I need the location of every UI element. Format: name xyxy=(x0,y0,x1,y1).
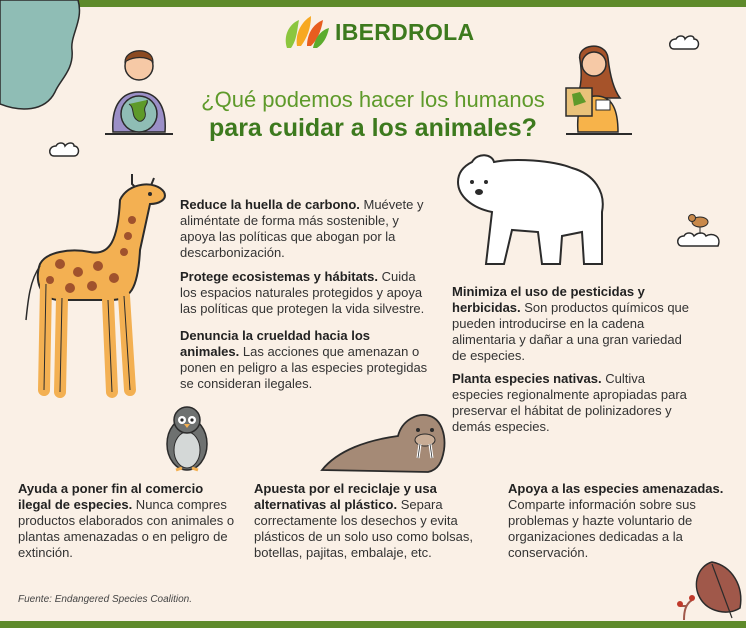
walrus-illustration xyxy=(318,410,450,476)
tip-recycle xyxy=(254,481,484,561)
tip-end-illegal-trade xyxy=(18,481,238,561)
tip-support-endangered xyxy=(508,481,730,561)
polar-bear-illustration xyxy=(452,152,610,270)
tip-protect-ecosystems xyxy=(180,269,430,317)
tip-body: Nunca compres productos elaborados con animales o plantas amenazadas o en peligro de extinción. xyxy=(18,497,235,560)
tip-body: Muévete y aliméntate de forma más sostenible, y apoya las políticas que abogan por la descarbonización. xyxy=(180,197,424,260)
leaf-illustration xyxy=(672,556,746,624)
tip-minimize-pesticides xyxy=(452,284,692,364)
title-line-2: para cuidar a los animales? xyxy=(209,114,537,142)
penguin-illustration xyxy=(160,404,214,474)
cloud-icon xyxy=(668,35,700,51)
tip-heading: Reduce la huella de carbono. xyxy=(180,197,360,212)
giraffe-illustration xyxy=(20,160,172,400)
tip-heading: Protege ecosistemas y hábitats. xyxy=(180,269,378,284)
tip-body: Cuida los espacios naturales protegidos y apoya las políticas que protegen la vida silvestre. xyxy=(180,269,425,316)
boy-with-globe-illustration xyxy=(103,42,175,138)
tip-heading: Planta especies nativas. xyxy=(452,371,602,386)
bird-on-cloud-illustration xyxy=(676,208,724,250)
woman-with-recycling-box-illustration xyxy=(562,40,634,138)
tip-reduce-carbon xyxy=(180,197,430,261)
tip-heading: Apuesta por el reciclaje y usa alternativas al plástico. xyxy=(254,481,437,512)
source-note: Fuente: Endangered Species Coalition. xyxy=(18,594,193,605)
brand-name: IBERDROLA xyxy=(335,18,475,45)
cloud-icon xyxy=(48,142,80,158)
tip-heading: Minimiza el uso de pesticidas y herbicidas. xyxy=(452,284,645,315)
tip-body: Las acciones que amenazan o ponen en peligro a las especies protegidas se consideran ilegales. xyxy=(180,344,428,391)
iberdrola-leaf-icon xyxy=(283,14,329,50)
title-line-1: ¿Qué podemos hacer los humanos xyxy=(201,87,545,112)
tip-plant-native xyxy=(452,371,692,435)
tip-body: Separa correctamente los desechos y evita plásticos de un solo uso como bolsas, botellas, pajitas, embalaje, etc. xyxy=(254,497,473,560)
tip-heading: Ayuda a poner fin al comercio ilegal de especies. xyxy=(18,481,204,512)
brand-logo xyxy=(283,14,474,50)
tip-body: Cultiva especies regionalmente apropiadas para preservar el hábitat de polinizadores y demás especies. xyxy=(452,371,687,434)
tip-heading: Apoya a las especies amenazadas. xyxy=(508,481,724,496)
tip-heading: Denuncia la crueldad hacia los animales. xyxy=(180,328,371,359)
tip-body: Comparte información sobre sus problemas y hazte voluntario de organizaciones dedicadas a la conservación. xyxy=(508,497,696,560)
top-bar xyxy=(0,0,746,7)
tip-body: Son productos químicos que pueden introducirse en la cadena alimentaria y dañar a una gran variedad de especies. xyxy=(452,300,690,363)
bottom-bar xyxy=(0,621,746,628)
tip-denounce-cruelty xyxy=(180,328,430,392)
